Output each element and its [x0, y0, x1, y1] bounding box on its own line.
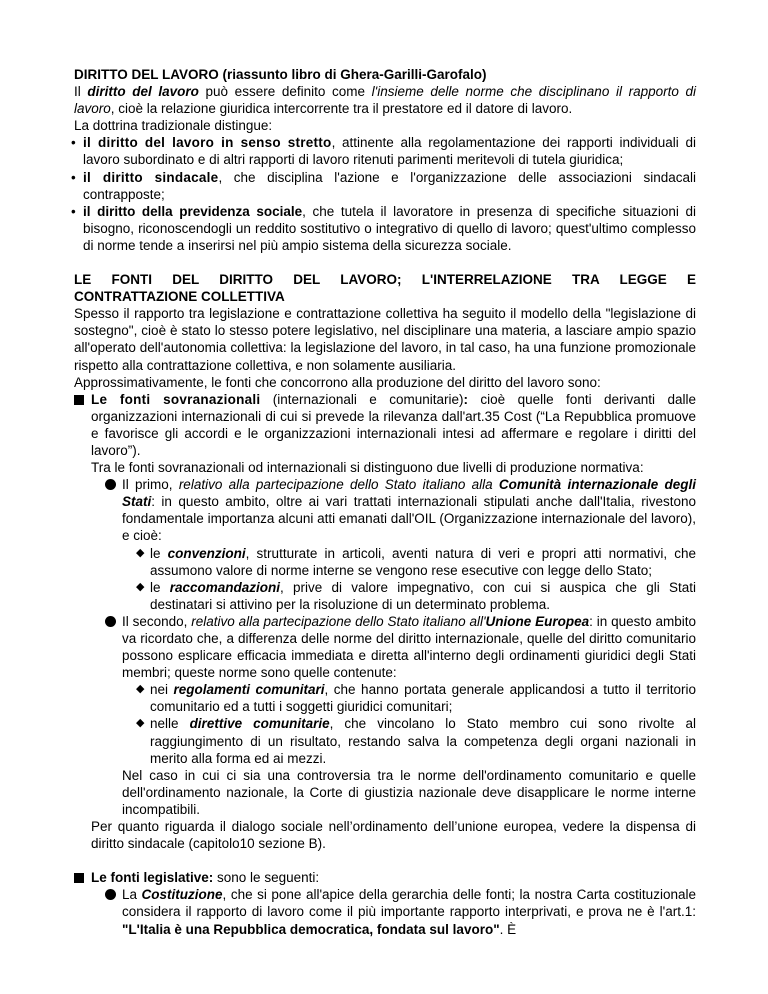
list-item: • il diritto della previdenza sociale, che tutela il lavoratore in presenza di specifiche situazioni di bisogno, riconoscendogli un reddito sostitutivo o integrativo di quello di lavoro; quest'ultimo complesso di norme tende a inserirsi nel più ampio sistema della sicurezza sociale. [71, 203, 696, 253]
circle-bullet-icon [105, 479, 116, 490]
circle-bullet-icon [105, 616, 116, 627]
list-item-direttive: ◆ nelle direttive comunitarie, che vincolano lo Stato membro cui sono rivolte al raggiungimento di un risultato, restando salva la competenza degli organi nazionali in merito alla forma ed ai mezzi. [136, 716, 696, 766]
bullet-icon: • [71, 169, 76, 185]
dottrina-paragraph: La dottrina tradizionale distingue: [74, 118, 273, 134]
circle-bullet-icon [105, 889, 116, 900]
square-bullet-icon [74, 873, 84, 883]
bullet-icon: • [71, 135, 76, 151]
square-bullet-icon [74, 395, 84, 405]
intro-paragraph: Il diritto del lavoro può essere definito come l'insieme delle norme che disciplinano il rapporto di lavoro, cioè la relazione giuridica intercorrente tra il prestatore ed il datore di lavoro. [74, 84, 696, 117]
approx-paragraph: Approssimativamente, le fonti che concorrono alla produzione del diritto del lavoro sono: [74, 374, 601, 390]
list-item-costituzione: La Costituzione, che si pone all'apice della gerarchia delle fonti; la nostra Carta costituzionale considera il rapporto di lavoro come il più importante rapporto interprivati, e prova ne è l'art.1: "L'Italia è una Repubblica democratica, fondata sul lavoro". È [105, 886, 696, 937]
list-item-raccomandazioni: ◆ le raccomandazioni, prive di valore impegnativo, con cui si auspica che gli Stati destinatari si attivino per la risoluzione di un determinato problema. [136, 579, 696, 612]
list-item-convenzioni: ◆ le convenzioni, strutturate in articoli, aventi natura di veri e propri atti normativi, che assumono valore di norme interne se vengono rese esecutive con legge dello Stato; [136, 545, 696, 578]
dialogo-paragraph: Per quanto riguarda il dialogo sociale nell’ordinamento dell’unione europea, vedere la dispensa di diritto sindacale (capitolo10 sezione B). [91, 819, 696, 852]
list-item-fonti-legislative: Le fonti legislative: sono le seguenti: [74, 869, 696, 886]
bullet-icon: • [71, 203, 76, 219]
diamond-bullet-icon: ◆ [136, 546, 145, 559]
list-item: • il diritto sindacale, che disciplina l'azione e l'organizzazione delle associazioni sindacali contrapposte; [71, 169, 696, 202]
list-item: • il diritto del lavoro in senso stretto, attinente alla regolamentazione dei rapporti individuali di lavoro subordinato e di altri rapporti di lavoro ritenuti parimenti meritevoli di tutela giuridica; [71, 135, 697, 168]
spesso-paragraph: Spesso il rapporto tra legislazione e contrattazione collettiva ha seguito il modello della "legislazione di sostegno", cioè è stato lo stesso potere legislativo, nel disciplinare una materia, a lasciare ampio spazio all'operato dell'autonomia collettiva: la legislazione del lavoro, in tal caso, ha una funzione promozionale rispetto alla contrattazione collettiva, e non solamente ausiliaria. [74, 306, 696, 373]
section-heading: LE FONTI DEL DIRITTO DEL LAVORO; L'INTERRELAZIONE TRA LEGGE E [74, 272, 696, 288]
controversia-paragraph: Nel caso in cui ci sia una controversia tra le norme dell'ordinamento comunitario e quelle dell'ordinamento nazionale, la Corte di giustizia nazionale deve disapplicare le norme interne incompatibili. [122, 767, 696, 817]
section-heading-continued: CONTRATTAZIONE COLLETTIVA [74, 289, 285, 305]
diamond-bullet-icon: ◆ [136, 683, 145, 696]
list-item-regolamenti: ◆ nei regolamenti comunitari, che hanno portata generale applicandosi a tutto il territorio comunitario ed a tutti i soggetti giuridici comunitari; [136, 682, 696, 715]
list-item-secondo-livello: Il secondo, relativo alla partecipazione dello Stato italiano all'Unione Europea: in questo ambito va ricordato che, a differenza delle norme del diritto internazionale, quelle del diritto comunitario possono esplicare efficacia immediata e diretta all'interno degli ordinamenti giuridici degli Stati membri; queste norme sono quelle contenute: [105, 613, 696, 681]
document-page [71, 66, 697, 938]
diamond-bullet-icon: ◆ [136, 717, 145, 730]
list-item-fonti-sovranazionali: Le fonti sovranazionali (internazionali e comunitarie): cioè quelle fonti derivanti dalle organizzazioni internazionali di cui si prevede la rilevanza dall'art.35 Cost (“La Repubblica promuove e favorisce gli accordi e le organizzazioni internazionali intesi ad affermare e regolare i diritti del lavoro”). [74, 391, 696, 459]
diamond-bullet-icon: ◆ [136, 580, 145, 593]
document-title: DIRITTO DEL LAVORO (riassunto libro di Ghera-Garilli-Garofalo) [74, 67, 487, 82]
livelli-paragraph: Tra le fonti sovranazionali od internazionali si distinguono due livelli di produzione normativa: [91, 460, 644, 476]
list-item-primo-livello: Il primo, relativo alla partecipazione dello Stato italiano alla Comunità internazionale degli Stati: in questo ambito, oltre ai vari trattati internazionali stipulati anche dall'Italia, rivestono fondamentale importanza alcuni atti emanati dall'OIL (Organizzazione internazionale del lavoro), e cioè: [105, 476, 696, 544]
